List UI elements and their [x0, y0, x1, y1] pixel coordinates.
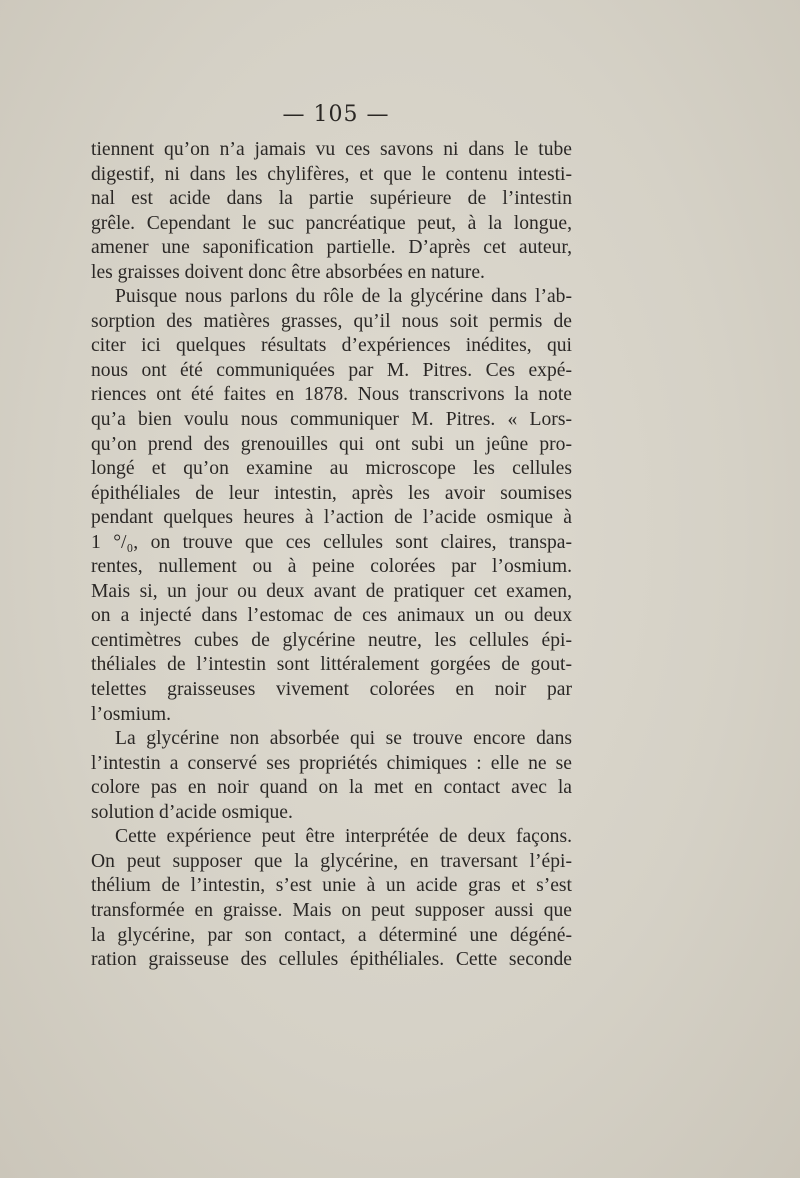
text-line: la glycérine, par son contact, a déterminé une dégéné- [91, 924, 572, 946]
text-line: riences ont été faites en 1878. Nous transcrivons la note [91, 384, 572, 406]
text-line: l’intestin a conservé ses propriétés chimiques : elle ne se [91, 752, 572, 774]
text-line: pendant quelques heures à l’action de l’acide osmique à [91, 507, 572, 529]
text-line: nous ont été communiquées par M. Pitres. Ces expé- [91, 359, 572, 381]
text-line: qu’on prend des grenouilles qui ont subi un jeûne pro- [91, 433, 572, 455]
text-line: qu’a bien voulu nous communiquer M. Pitres. « Lors- [91, 409, 572, 431]
text-line: citer ici quelques résultats d’expériences inédites, qui [91, 335, 572, 357]
text-line: Mais si, un jour ou deux avant de pratiquer cet examen, [91, 580, 572, 602]
text-line: Puisque nous parlons du rôle de la glycérine dans l’ab- [115, 286, 572, 308]
text-line: 1 °/₀, on trouve que ces cellules sont claires, transpa- [91, 531, 572, 553]
text-line: sorption des matières grasses, qu’il nous soit permis de [91, 310, 572, 332]
text-line: nal est acide dans la partie supérieure de l’intestin [91, 188, 572, 210]
text-line: colore pas en noir quand on la met en contact avec la [91, 777, 572, 799]
text-line: La glycérine non absorbée qui se trouve encore dans [115, 728, 572, 750]
text-line: solution d’acide osmique. [91, 801, 293, 823]
text-line: amener une saponification partielle. D’après cet auteur, [91, 237, 572, 259]
text-line: longé et qu’on examine au microscope les cellules [91, 458, 572, 480]
text-line: centimètres cubes de glycérine neutre, les cellules épi- [91, 629, 572, 651]
text-line: théliales de l’intestin sont littéralement gorgées de gout- [91, 654, 572, 676]
text-line: les graisses doivent donc être absorbées en nature. [91, 261, 485, 283]
text-line: on a injecté dans l’estomac de ces animaux un ou deux [91, 605, 572, 627]
text-line: rentes, nullement ou à peine colorées par l’osmium. [91, 556, 572, 578]
text-line: On peut supposer que la glycérine, en traversant l’épi- [91, 850, 572, 872]
text-line: épithéliales de leur intestin, après les avoir soumises [91, 482, 572, 504]
text-line: digestif, ni dans les chylifères, et que le contenu intesti- [91, 163, 572, 185]
body-text [91, 138, 572, 973]
text-line: tiennent qu’on n’a jamais vu ces savons ni dans le tube [91, 139, 572, 160]
page-number: — 105 — [282, 102, 390, 127]
text-line: telettes graisseuses vivement colorées en noir par [91, 679, 572, 701]
text-line: ration graisseuse des cellules épithéliales. Cette seconde [91, 949, 572, 971]
text-line: grêle. Cependant le suc pancréatique peut, à la longue, [91, 212, 572, 234]
text-line: Cette expérience peut être interprétée de deux façons. [115, 826, 572, 848]
text-line: l’osmium. [91, 703, 172, 725]
text-line: transformée en graisse. Mais on peut supposer aussi que [91, 899, 572, 921]
text-line: thélium de l’intestin, s’est unie à un acide gras et s’est [91, 875, 572, 897]
